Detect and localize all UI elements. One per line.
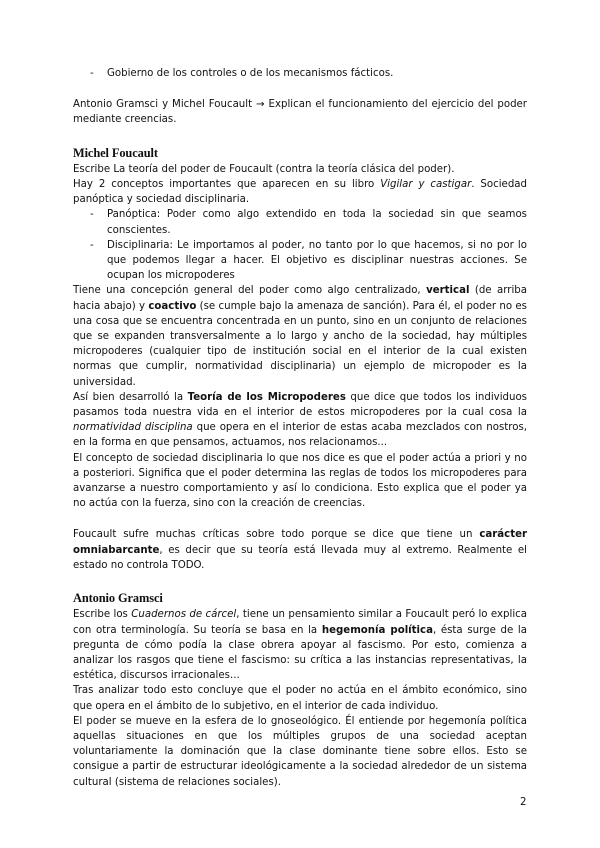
foucault-bullet-list [73,207,527,283]
top-bullet-list [73,66,527,81]
dash-bullet-icon: - [90,209,94,221]
dash-bullet-icon: - [90,239,94,251]
intro-paragraph: Antonio Gramsci y Michel Foucault → Explican el funcionamiento del ejercicio del poder mediante creencias. [73,99,527,126]
list-item: - Gobierno de los controles o de los mecanismos fácticos. [73,66,527,81]
section-title-gramsci: Antonio Gramsci [73,591,163,606]
foucault-p6: Foucault sufre muchas críticas sobre todo porque se dice que tiene un carácter omniabarcante, es decir que su teoría está llevada muy al extremo. Realmente el estado no controla TODO. [73,529,527,571]
section-title-foucault: Michel Foucault [73,145,158,160]
book-title: Vigilar y castigar [380,179,472,191]
gramsci-p1: Escribe los Cuadernos de cárcel, tiene un pensamiento similar a Foucault peró lo explica con otra terminología. Su teoría se basa en la hegemonía política, ésta surge de la pregunta de cómo podía la clase obrera apoyar al fascismo. Por esto, comienza a analizar los rasgos que tiene el fascismo: su crítica a las instancias representativas, la estética, discursos irracionales... [73,609,527,682]
foucault-p1: Escribe La teoría del poder de Foucault (contra la teoría clásica del poder). [73,163,455,175]
foucault-p4: Así bien desarrolló la Teoría de los Micropoderes que dice que todos los individuos pasamos toda nuestra vida en el interior de estos micropoderes por la cual cosa la normatividad disciplina que opera en el interior de estas acaba mezclados con nostros, en la forma en que pensamos, actuamos, nos relacionamos... [73,391,527,449]
foucault-p3: Tiene una concepción general del poder como algo centralizado, vertical (de arriba hacia abajo) y coactivo (se cumple bajo la amenaza de sanción). Para él, el poder no es una cosa que se encuentra concentrada en un punto, sino en un conjunto de relaciones que se expanden transversalmente a lo largo y ancho de la sociedad, hay múltiples micropoderes (cualquier tipo de institución social en el interior de la cual existen normas que cumplir, normatividad disciplinaria) un ejemplo de micropoder es la universidad. [73,285,527,388]
page-number: 2 [520,797,527,808]
dash-bullet-icon: - [90,68,94,79]
foucault-p5: El concepto de sociedad disciplinaria lo que nos dice es que el poder actúa a priori y no a posteriori. Significa que el poder determina las reglas de todos los micropoderes para avanzarse a nuestro comportamiento y así lo condiciona. Esto explica que el poder ya no actúa con la fuerza, sino con la creación de creencias. [73,452,527,510]
gramsci-p3: El poder se mueve en la esfera de lo gnoseológico. Él entiende por hegemonía política aquellas situaciones en que los múltiples grupos de una sociedad aceptan voluntariamente la dominación que la clase dominante tiene sobre ellos. Esto se consigue a partir de estructurar ideológicamente a la sociedad alrededor de un sistema cultural (sistema de relaciones sociales). [73,715,527,788]
foucault-p2: Hay 2 conceptos importantes que aparecen en su libro Vigilar y castigar. Sociedad panóptica y sociedad disciplinaria. [73,179,528,206]
document-page [73,66,527,790]
gramsci-p2: Tras analizar todo esto concluye que el poder no actúa en el ámbito económico, sino que opera en el ámbito de lo subjetivo, en el interior de cada individuo. [73,685,527,712]
list-item: - Disciplinaria: Le importamos al poder, no tanto por lo que hacemos, si no por lo que podemos llegar a hacer. El objetivo es disciplinar nuestras acciones. Se ocupan los micropoderes [90,239,527,282]
list-item: - Panóptica: Poder como algo extendido en toda la sociedad sin que seamos conscientes. [90,209,527,236]
